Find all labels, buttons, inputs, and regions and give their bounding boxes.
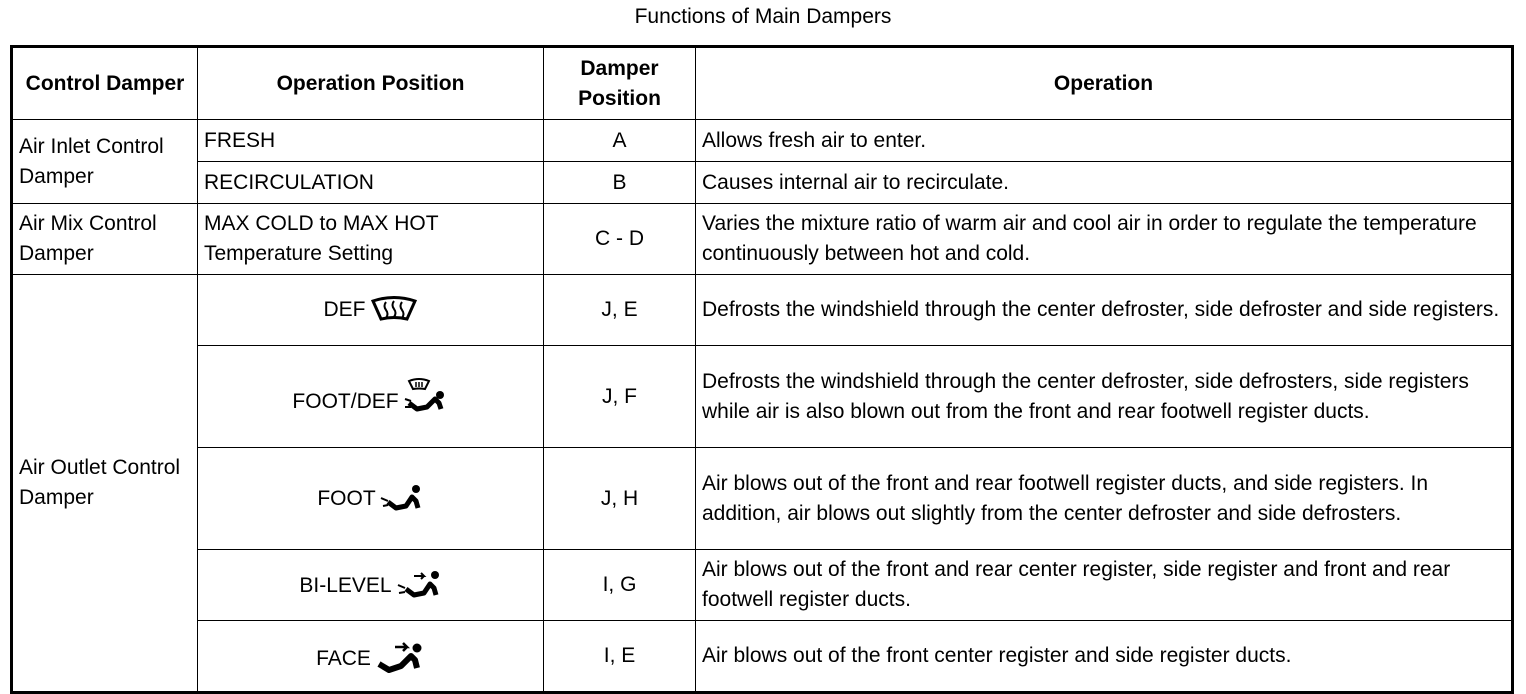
header-damper-position: Damper Position	[544, 47, 696, 120]
table-row	[12, 120, 1513, 162]
operation-cell: Varies the mixture ratio of warm air and cool air in order to regulate the temperature continuously between hot and cold.	[696, 204, 1513, 275]
header-operation: Operation	[696, 47, 1513, 120]
table-row	[12, 621, 1513, 693]
control-damper-cell: Air Inlet Control Damper	[12, 120, 198, 204]
control-damper-cell: Air Outlet Control Damper	[12, 275, 198, 693]
operation-position-cell: FRESH	[198, 120, 544, 162]
operation-position-cell	[198, 275, 544, 346]
damper-position-cell: J, H	[544, 448, 696, 550]
damper-position-cell: C - D	[544, 204, 696, 275]
header-operation-position: Operation Position	[198, 47, 544, 120]
operation-position-cell	[198, 448, 544, 550]
table-row	[12, 448, 1513, 550]
operation-cell: Air blows out of the front and rear footwell register ducts, and side registers. In addition, air blows out slightly from the center defroster and side defrosters.	[696, 448, 1513, 550]
operation-cell: Allows fresh air to enter.	[696, 120, 1513, 162]
bi-level-airflow-icon	[396, 569, 442, 601]
operation-cell: Air blows out of the front center register and side register ducts.	[696, 621, 1513, 693]
operation-cell: Defrosts the windshield through the center defroster, side defroster and side registers.	[696, 275, 1513, 346]
damper-position-cell: I, E	[544, 621, 696, 693]
header-control-damper: Control Damper	[12, 47, 198, 120]
operation-position-cell: MAX COLD to MAX HOT Temperature Setting	[198, 204, 544, 275]
table-row	[12, 346, 1513, 448]
operation-cell: Causes internal air to recirculate.	[696, 162, 1513, 204]
table-row	[12, 162, 1513, 204]
foot-airflow-icon	[380, 484, 424, 514]
table-row	[12, 550, 1513, 621]
control-damper-cell: Air Mix Control Damper	[12, 204, 198, 275]
header-row	[12, 47, 1513, 120]
damper-position-cell: B	[544, 162, 696, 204]
operation-position-cell: RECIRCULATION	[198, 162, 544, 204]
damper-position-cell: J, E	[544, 275, 696, 346]
mode-label: DEF	[323, 298, 366, 321]
foot-defrost-icon	[403, 377, 449, 417]
operation-position-cell	[198, 346, 544, 448]
defroster-icon	[370, 295, 418, 325]
damper-position-cell: J, F	[544, 346, 696, 448]
mode-label: FOOT	[317, 486, 376, 510]
operation-cell: Defrosts the windshield through the center defroster, side defrosters, side registers while air is also blown out from the front and rear footwell register ducts.	[696, 346, 1513, 448]
mode-label: BI-LEVEL	[299, 574, 392, 597]
main-dampers-table	[10, 45, 1514, 694]
operation-position-cell	[198, 550, 544, 621]
mode-label: FACE	[316, 647, 371, 670]
table-row	[12, 204, 1513, 275]
table-row	[12, 275, 1513, 346]
table-title: Functions of Main Dampers	[634, 5, 892, 28]
operation-position-cell	[198, 621, 544, 693]
damper-position-cell: I, G	[544, 550, 696, 621]
mode-label: FOOT/DEF	[292, 389, 399, 413]
operation-cell: Air blows out of the front and rear center register, side register and front and rear footwell register ducts.	[696, 550, 1513, 621]
face-airflow-icon	[375, 638, 425, 674]
damper-position-cell: A	[544, 120, 696, 162]
